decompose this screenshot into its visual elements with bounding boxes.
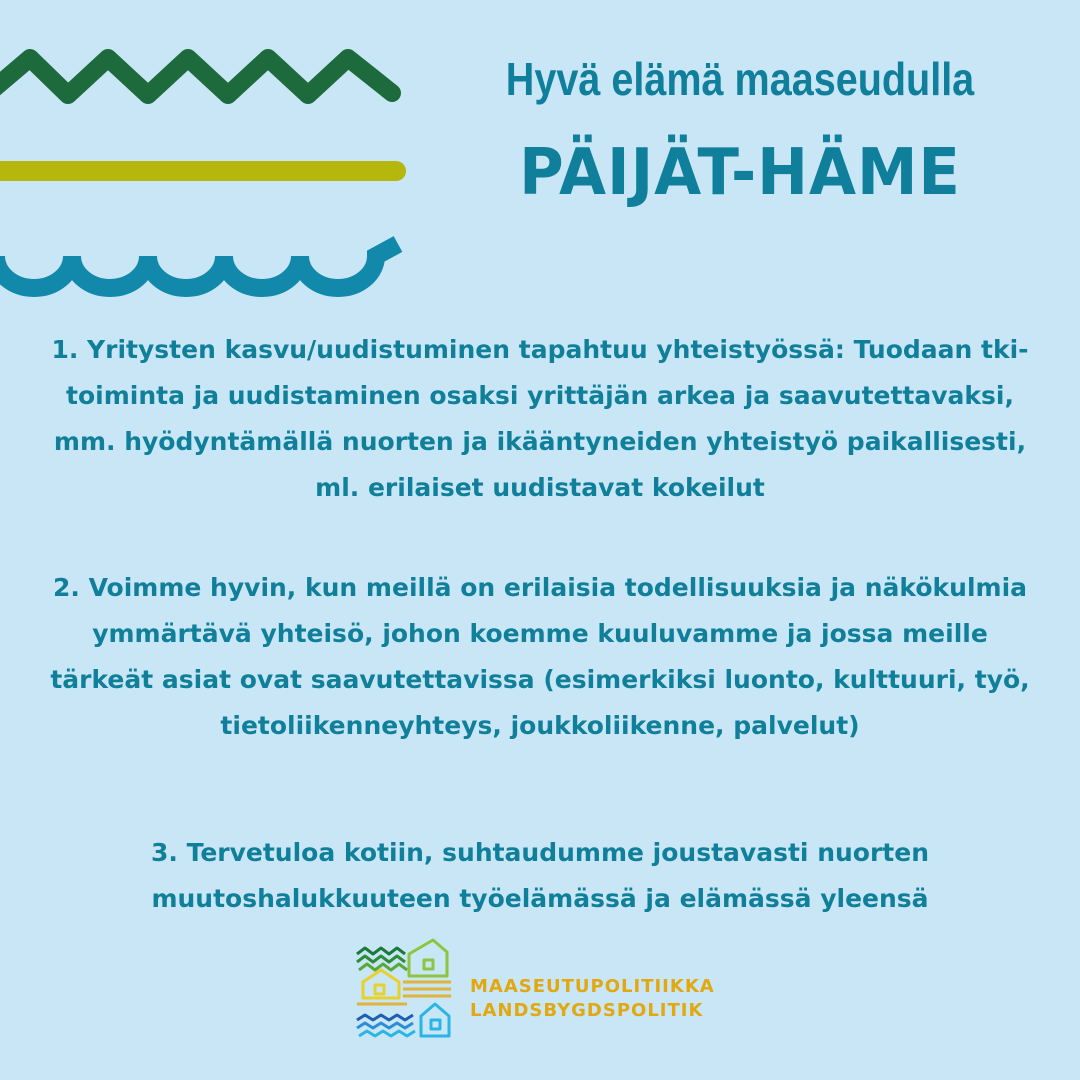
- logo-line-sv: LANDSBYGDSPOLITIK: [470, 1000, 704, 1021]
- list-item: 3. Tervetuloa kotiin, suhtaudumme joustavasti nuorten muutoshalukkuuteen työelämässä ja elämässä yleensä: [150, 838, 929, 913]
- list-item: 1. Yritysten kasvu/uudistuminen tapahtuu yhteistyössä: Tuodaan tki-toiminta ja uudistaminen osaksi yrittäjän arkea ja saavutettavaksi, mm. hyödyntämällä nuorten ja ikääntyneiden yhteistyö paikallisesti, ml. erilaiset uudistavat kokeilut: [51, 335, 1029, 502]
- list-item: 2. Voimme hyvin, kun meillä on erilaisia todellisuuksia ja näkökulmia ymmärtävä yhteisö, johon koemme kuuluvamme ja jossa meille tärkeät asiat ovat saavutettavissa (esimerkiksi luonto, kulttuuri, työ, tietoliikenneyhteys, joukkoliikenne, palvelut): [50, 573, 1030, 740]
- wave-line: [0, 244, 398, 288]
- page-title: PÄIJÄT-HÄME: [519, 136, 961, 210]
- decorative-shapes: [0, 0, 420, 310]
- house-logo-icon: [355, 938, 455, 1048]
- subtitle: Hyvä elämä maaseudulla: [505, 53, 975, 105]
- logo-line-fi: MAASEUTUPOLITIIKKA: [470, 976, 715, 997]
- logo-wordmark: [470, 975, 715, 1023]
- zigzag-line: [0, 58, 392, 95]
